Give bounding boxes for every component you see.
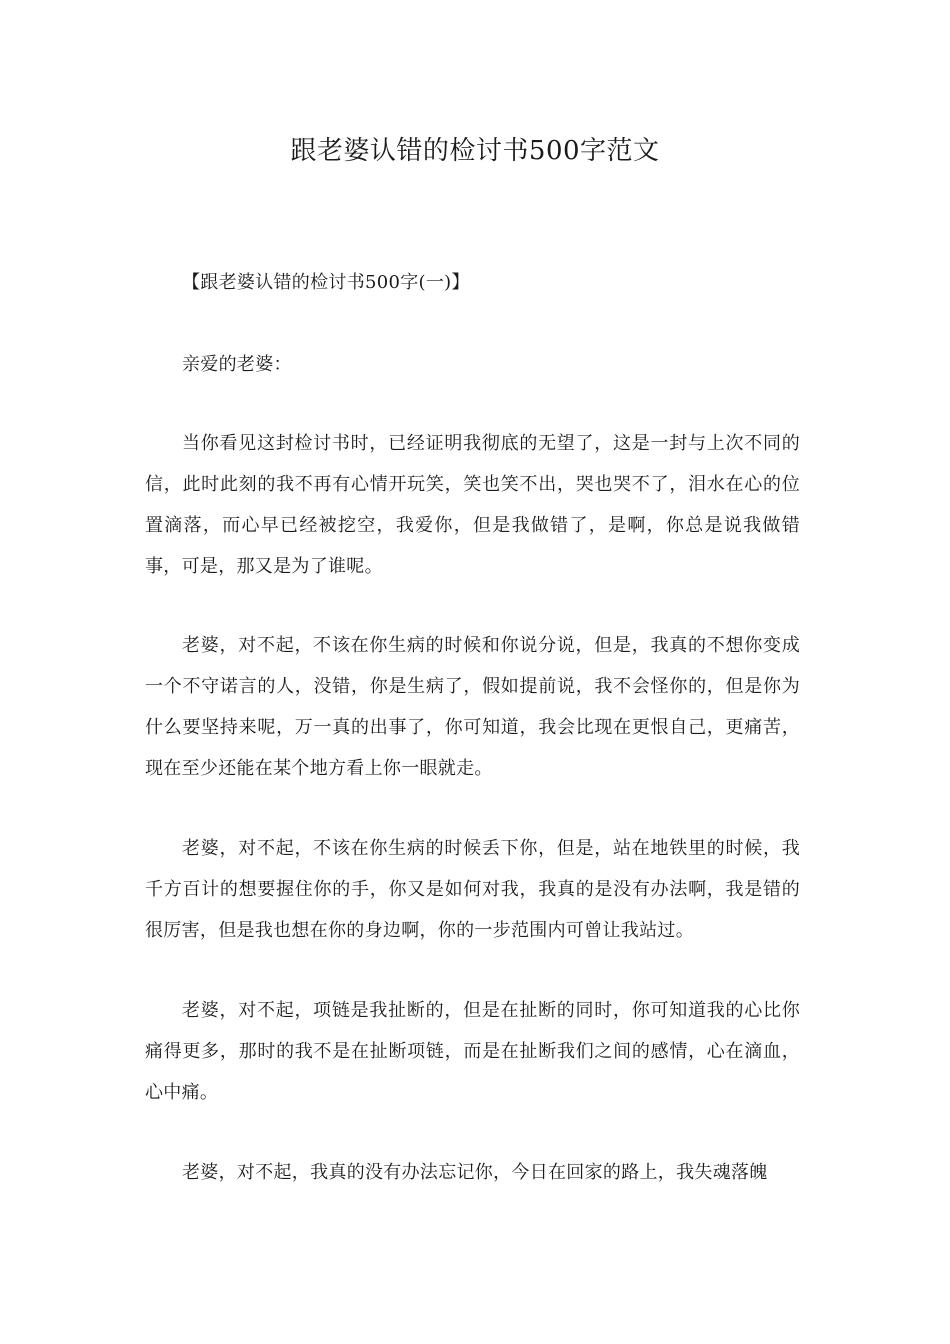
paragraph-text: 老婆，对不起，不该在你生病的时候和你说分说，但是，我真的不想你变成一个不守诺言的人，没错，你是生病了，假如提前说，我不会怪你的，但是你为什么要坚持来呢，万一真的出事了，你可知道，我会比现在更恨自己，更痛苦，现在至少还能在某个地方看上你一眼就走。 [145,635,800,779]
paragraph-text: 当你看见这封检讨书时，已经证明我彻底的无望了，这是一封与上次不同的信，此时此刻的我不再有心情开玩笑，笑也笑不出，哭也哭不了，泪水在心的位置滴落，而心早已经被挖空，我爱你，但是我做错了，是啊，你总是说我做错事，可是，那又是为了谁呢。 [145,433,800,577]
greeting-text: 亲爱的老婆： [182,354,292,375]
section-heading-text: 【跟老婆认错的检讨书500字(一)】 [182,272,470,293]
paragraph-text: 老婆，对不起，不该在你生病的时候丢下你，但是，站在地铁里的时候，我千方百计的想要握住你的手，你又是如何对我，我真的是没有办法啊，我是错的很厉害，但是我也想在你的身边啊，你的一步范围内可曾让我站过。 [145,838,800,941]
greeting [145,344,800,385]
paragraph-5 [145,1152,800,1193]
paragraph-text: 老婆，对不起，我真的没有办法忘记你，今日在回家的路上，我失魂落魄 [182,1162,768,1183]
paragraph-text: 老婆，对不起，项链是我扯断的，但是在扯断的同时，你可知道我的心比你痛得更多，那时的我不是在扯断项链，而是在扯断我们之间的感情，心在滴血，心中痛。 [145,1000,800,1103]
document-title: 跟老婆认错的检讨书500字范文 [290,136,660,166]
paragraph-4 [145,990,800,1113]
paragraph-1 [145,423,800,587]
paragraph-2 [145,625,800,789]
section-heading [145,262,800,303]
paragraph-3 [145,828,800,951]
